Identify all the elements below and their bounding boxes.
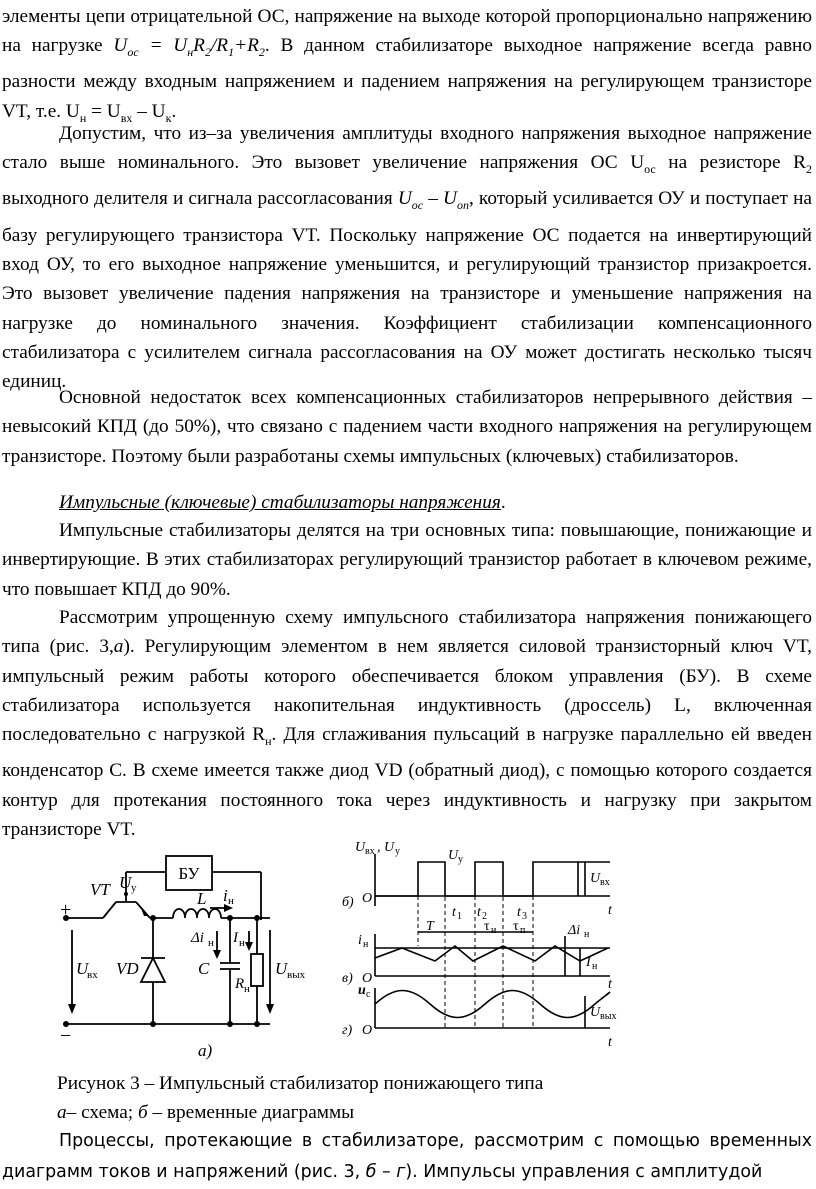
control-block-label: БУ bbox=[178, 864, 200, 883]
current-sub: н bbox=[228, 895, 234, 907]
paragraph: Допустим, что из–за увеличения амплитуды входного напряжения выходное напряжение стало выше номинального. Это вызовет увеличение напряжения ОС $U_{ос}$ на резисторе $R_2$ выходного делителя и сигнала рассогласования $U_{ос} - U_{оп}$, который усиливается ОУ и поступает на базу регулирующего транзистора VT. Поскольку напряжение ОС подается на инвертирующий вход ОУ, то его выходное напряжение уменьшится, и регулирующий транзистор призакроется. Это вызовет увеличение падения напряжения на транзисторе и уменьшение напряжения на нагрузке до номинального значения. Коэффициент стабилизации компенсационного стабилизатора с усилителем сигнала рассогласования на ОУ может достигать несколько тысяч единиц. bbox=[2, 123, 812, 393]
tau-pulse-sub: и bbox=[491, 925, 497, 936]
diode-label: VD bbox=[116, 959, 139, 978]
section-heading: Импульсные (ключевые) стабилизаторы напряжения. bbox=[59, 492, 506, 513]
output-voltage-sub: вых bbox=[287, 969, 306, 981]
transistor-label: VT bbox=[90, 880, 110, 899]
ripple-sub: н bbox=[584, 929, 590, 940]
t1-sub: 1 bbox=[457, 911, 462, 922]
diode bbox=[141, 958, 165, 982]
current-axis-sub: н bbox=[363, 939, 369, 950]
input-voltage-sub: вх bbox=[87, 969, 98, 981]
paragraph: элементы цепи отрицательной ОС, напряжение на выходе которой пропорционально напряжению на нагрузке $U_{ос} = U_нR_2/R_1+R_2$. В данном стабилизаторе выходное напряжение всегда равно разности между входным напряжением и падением напряжения на регулирующем транзисторе VT, т.е. $U_н = U_{вх} - U_к$. bbox=[2, 6, 813, 125]
load-resistor-label: R bbox=[235, 976, 245, 992]
ripple-current-sub: н bbox=[208, 937, 214, 949]
avg-current-label: I bbox=[586, 955, 591, 970]
tau-pause-sub: п bbox=[520, 925, 526, 936]
paragraph-sans: Процессы, протекающие в стабилизаторе, рассмотрим с помощью временных диаграмм токов и напряжений (рис. 3, б – г). Импульсы управления с амплитудой bbox=[2, 1131, 812, 1182]
period-label: T bbox=[426, 919, 434, 934]
time-axis-b: t bbox=[608, 903, 612, 918]
t2-sub: 2 bbox=[482, 911, 487, 922]
current-label: i bbox=[223, 886, 228, 905]
axis-u-sub1: вх bbox=[365, 846, 375, 857]
axis-u-sep: , U bbox=[377, 840, 395, 855]
output-voltage-label: U bbox=[275, 959, 288, 978]
control-voltage-label: U bbox=[119, 873, 132, 892]
control-pulses bbox=[375, 862, 578, 896]
cap-voltage-axis-sub: c bbox=[366, 989, 371, 1000]
t3-sub: 3 bbox=[522, 911, 527, 922]
avg-current-sub: н bbox=[592, 961, 598, 972]
axis-u-sub2: у bbox=[395, 846, 400, 857]
paragraph: Импульсные стабилизаторы делятся на три основных типа: повышающие, понижающие и инвертирующие. В этих стабилизаторах регулирующий транзистор работает в ключевом режиме, что повышает КПД до 90%. bbox=[2, 520, 812, 600]
inductor bbox=[173, 909, 221, 918]
figure-label-b: б) bbox=[342, 895, 354, 910]
pulse-sub: у bbox=[458, 854, 463, 865]
figure-label-v: в) bbox=[342, 971, 353, 986]
paragraph: Основной недостаток всех компенсационных стабилизаторов непрерывного действия – невысокий КПД (до 50%), что связано с падением части входного напряжения на регулирующем транзисторе. Поэтому были разработаны схемы импульсных (ключевых) стабилизаторов. bbox=[2, 387, 812, 467]
control-voltage-sub: у bbox=[131, 882, 137, 894]
figure-label-a: а) bbox=[198, 1041, 213, 1060]
inductor-label: L bbox=[197, 889, 207, 908]
t1-label: t bbox=[452, 905, 456, 920]
output-voltage-sub: вых bbox=[600, 1011, 617, 1022]
input-voltage-label: U bbox=[76, 959, 89, 978]
load-resistor bbox=[251, 954, 263, 986]
capacitor-label: C bbox=[198, 959, 210, 978]
ripple-label: Δi bbox=[568, 923, 581, 938]
origin-d: O bbox=[362, 1023, 373, 1038]
figure-caption-line2: а– схема; б – временные диаграммы bbox=[57, 1102, 355, 1123]
current-axis-label: i bbox=[358, 933, 362, 948]
capacitor-voltage-wave bbox=[375, 991, 610, 1018]
load-current-sub: н bbox=[239, 937, 245, 949]
ripple-current-label: Δi bbox=[191, 930, 204, 946]
origin-c: O bbox=[362, 971, 373, 986]
cap-voltage-axis-label: u bbox=[358, 983, 366, 998]
load-current-label: I bbox=[233, 930, 238, 946]
load-resistor-sub: н bbox=[244, 983, 250, 995]
tau-pause-label: τ bbox=[513, 919, 519, 934]
time-axis-d: t bbox=[608, 1035, 612, 1050]
origin-b: O bbox=[362, 891, 373, 906]
figure-label-g: г) bbox=[342, 1023, 353, 1038]
pulse-label: U bbox=[448, 848, 459, 863]
t2-label: t bbox=[477, 905, 481, 920]
figure-caption: Рисунок 3 – Импульсный стабилизатор понижающего типа bbox=[57, 1073, 544, 1094]
timing-diagrams bbox=[340, 836, 630, 1051]
input-amplitude-sub: вх bbox=[600, 877, 610, 888]
circuit-diagram bbox=[58, 846, 348, 1061]
axis-u-label: U bbox=[355, 840, 366, 855]
output-voltage-label: U bbox=[590, 1005, 601, 1020]
t3-label: t bbox=[517, 905, 521, 920]
tau-pulse-label: τ bbox=[484, 919, 490, 934]
input-amplitude-label: U bbox=[590, 871, 601, 886]
time-axis-c: t bbox=[608, 977, 612, 992]
minus-terminal: − bbox=[60, 1025, 72, 1047]
plus-terminal: + bbox=[60, 899, 72, 921]
paragraph: Рассмотрим упрощенную схему импульсного стабилизатора напряжения понижающего типа (рис. 3,а). Регулирующим элементом в нем является силовой транзисторный ключ VT, импульсный режим работы которого обеспечивается блоком управления (БУ). В схеме стабилизатора используется накопительная индуктивность (дроссель) L, включенная последовательно с нагрузкой $R_н$. Для сглаживания пульсаций в нагрузке параллельно ей введен конденсатор С. В схеме имеется также диод VD (обратный диод), с помощью которого создается контур для протекания постоянного тока через индуктивность и нагрузку при закрытом транзисторе VT. bbox=[2, 607, 812, 840]
